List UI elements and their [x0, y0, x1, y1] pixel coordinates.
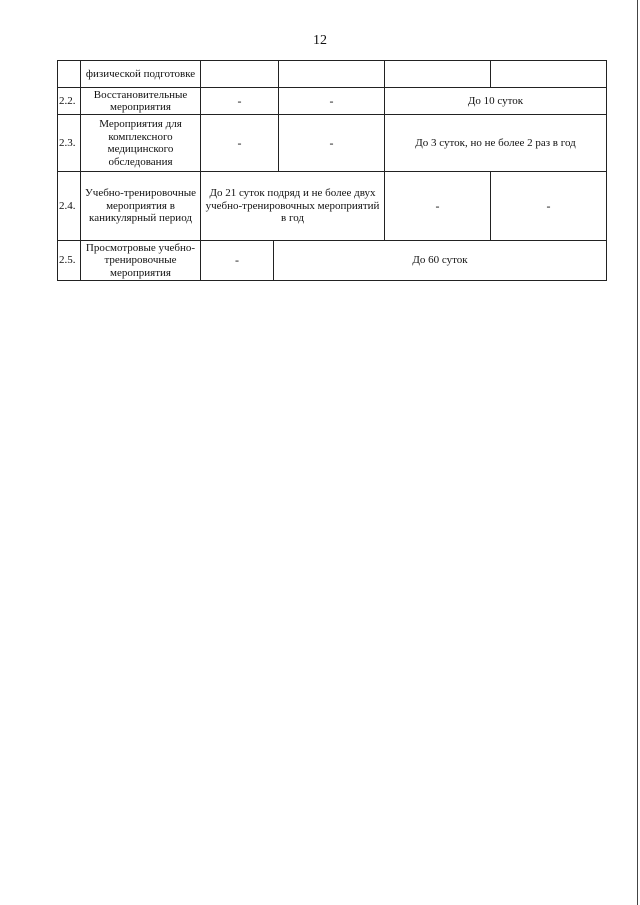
periods-table [57, 60, 607, 281]
table-cell: - [201, 88, 279, 115]
row-name: физической подготовке [81, 61, 201, 88]
table-cell: - [201, 115, 279, 172]
table-cell: - [279, 88, 385, 115]
row-name: Учебно-тренировочные мероприятия в каникулярный период [81, 172, 201, 241]
table-cell [279, 61, 385, 88]
table-cell [201, 61, 279, 88]
table-cell: - [279, 115, 385, 172]
table-row [58, 241, 607, 281]
table-cell [385, 61, 491, 88]
page-number: 12 [313, 33, 327, 48]
table-row [58, 61, 607, 88]
row-number [58, 61, 81, 88]
row-number: 2.2. [58, 88, 81, 115]
row-number: 2.3. [58, 115, 81, 172]
row-name: Мероприятия для комплексного медицинского обследования [81, 115, 201, 172]
table-cell: - [385, 172, 491, 241]
table-cell [491, 61, 607, 88]
row-name: Восстановительные мероприятия [81, 88, 201, 115]
merged-cell: До 10 суток [385, 88, 607, 115]
row-name: Просмотровые учебно-тренировочные мероприятия [81, 241, 201, 281]
table-cell: - [491, 172, 607, 241]
merged-cell: До 21 суток подряд и не более двух учебно-тренировочных мероприятий в год [201, 172, 385, 241]
table-row [58, 88, 607, 115]
page-edge-line [637, 0, 638, 905]
merged-cell: До 3 суток, но не более 2 раз в год [385, 115, 607, 172]
table-row [58, 172, 607, 241]
table-cell: - [201, 241, 274, 281]
merged-cell: До 60 суток [274, 241, 607, 281]
table-row [58, 115, 607, 172]
row-number: 2.4. [58, 172, 81, 241]
row-number: 2.5. [58, 241, 81, 281]
